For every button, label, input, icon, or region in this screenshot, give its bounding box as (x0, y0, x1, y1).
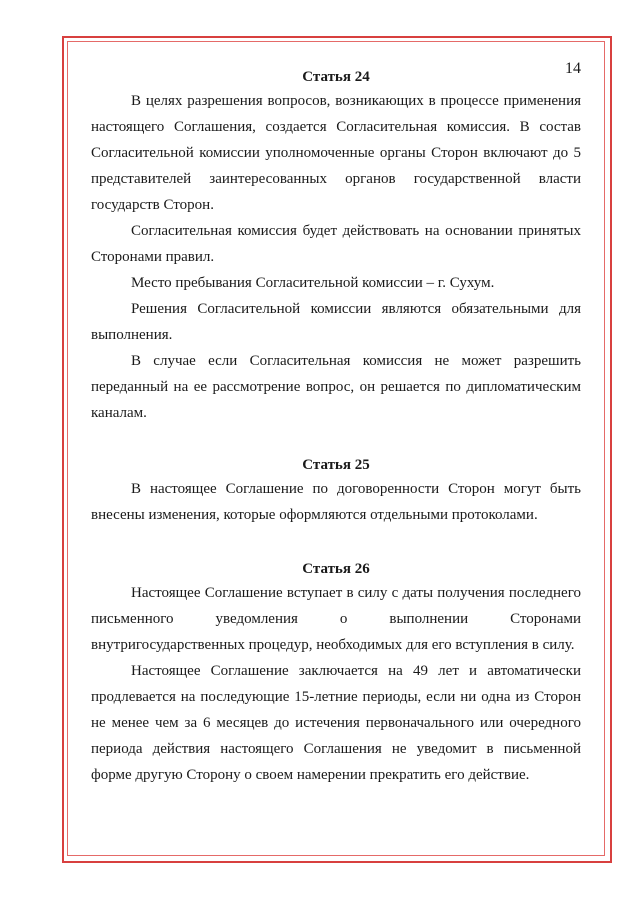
article-25-paragraph-1: В настоящее Соглашение по договоренности Сторон могут быть внесены изменения, которые оформляются отдельными протоколами. (91, 481, 581, 523)
article-24-heading: Статья 24 (302, 69, 370, 85)
article-26-paragraph-2: Настоящее Соглашение заключается на 49 лет и автоматически продлевается на последующие 15-летние периоды, если ни одна из Сторон не менее чем за 6 месяцев до истечения первоначального или очередного периода действия настоящего Соглашения не уведомит в письменной форме другую Сторону о своем намерении прекратить его действие. (91, 663, 581, 783)
article-26-heading: Статья 26 (302, 561, 370, 577)
article-24-paragraph-1: В целях разрешения вопросов, возникающих в процессе применения настоящего Соглашения, создается Согласительная комиссия. В состав Согласительной комиссии уполномоченные органы Сторон включают до 5 представителей заинтересованных органов государственной власти государств Сторон. (91, 93, 581, 213)
document-body (91, 58, 581, 788)
article-24-paragraph-5: В случае если Согласительная комиссия не может разрешить переданный на ее рассмотрение вопрос, он решается по дипломатическим каналам. (91, 353, 581, 421)
article-26-paragraph-1: Настоящее Соглашение вступает в силу с даты получения последнего письменного уведомления о выполнении Сторонами внутригосударственных процедур, необходимых для его вступления в силу. (91, 585, 581, 653)
article-25-heading: Статья 25 (302, 457, 370, 473)
article-24-paragraph-2: Согласительная комиссия будет действовать на основании принятых Сторонами правил. (91, 223, 581, 265)
page-number: 14 (565, 60, 581, 77)
article-24-paragraph-4: Решения Согласительной комиссии являются обязательными для выполнения. (91, 301, 581, 343)
article-24-paragraph-3: Место пребывания Согласительной комиссии – г. Сухум. (131, 275, 495, 291)
